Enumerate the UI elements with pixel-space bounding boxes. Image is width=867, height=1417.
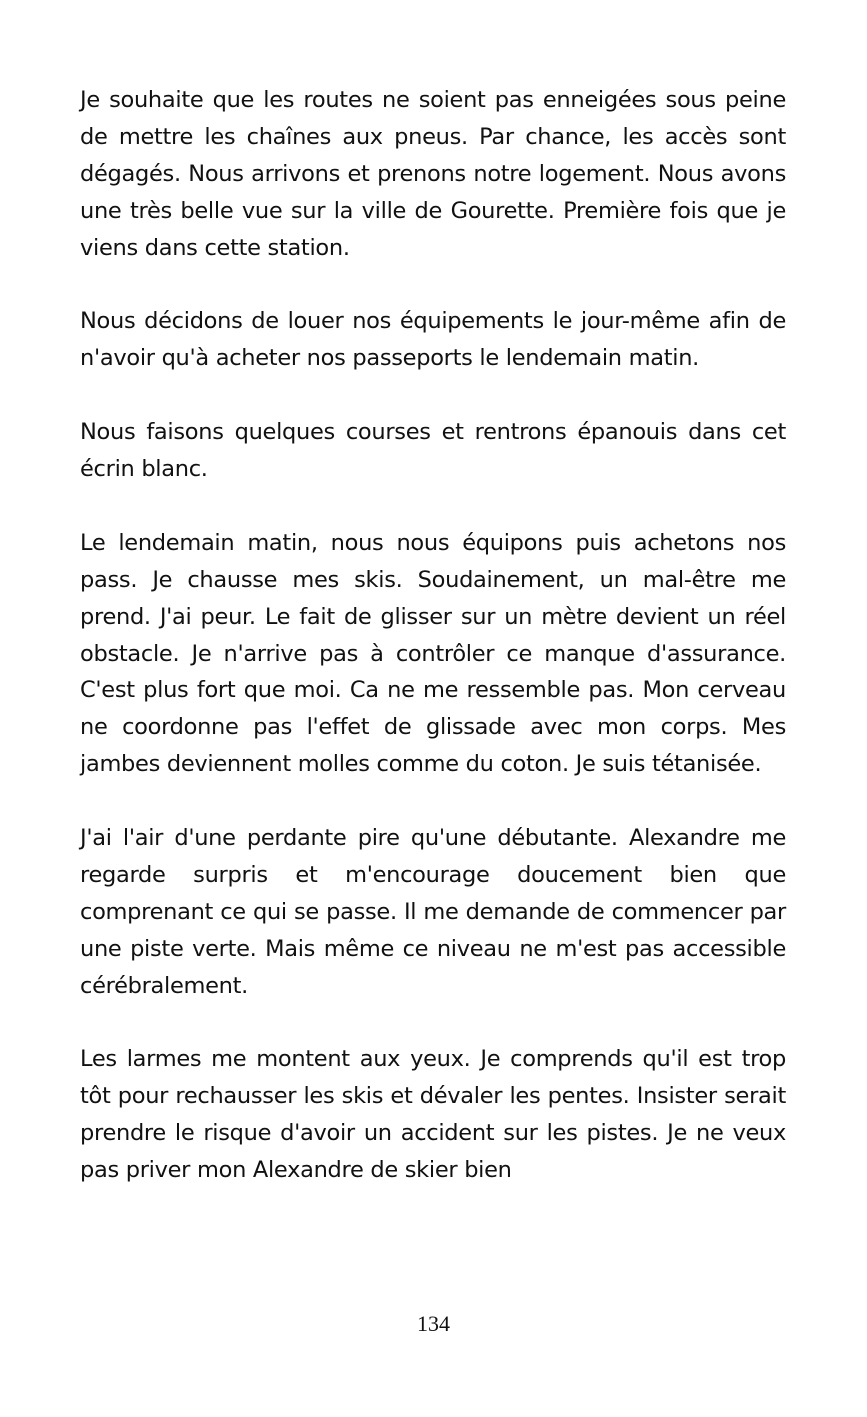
paragraph-6: Les larmes me montent aux yeux. Je comprends qu'il est trop tôt pour rechausser les skis et dévaler les pentes. Insister serait prendre le risque d'avoir un accident sur les pistes. Je ne veux pas priver mon Alexandre de skier bien — [80, 1046, 786, 1184]
paragraph-5: J'ai l'air d'une perdante pire qu'une débutante. Alexandre me regarde surpris et m'encourage doucement bien que comprenant ce qui se passe. Il me demande de commencer par une piste verte. Mais même ce niveau ne m'est pas accessible cérébralement. — [80, 825, 786, 999]
paragraph-1: Je souhaite que les routes ne soient pas enneigées sous peine de mettre les chaînes aux pneus. Par chance, les accès sont dégagés. Nous arrivons et prenons notre logement. Nous avons une très belle vue sur la ville de Gourette. Première fois que je viens dans cette station. — [80, 87, 786, 261]
body-text — [80, 82, 786, 1189]
page-number: 134 — [417, 1311, 450, 1336]
paragraph-4: Le lendemain matin, nous nous équipons puis achetons nos pass. Je chausse mes skis. Soudainement, un mal-être me prend. J'ai peur. Le fait de glisser sur un mètre devient un réel obstacle. Je n'arrive pas à contrôler ce manque d'assurance. C'est plus fort que moi. Ca ne me ressemble pas. Mon cerveau ne coordonne pas l'effet de glissade avec mon corps. Mes jambes deviennent molles comme du coton. Je suis tétanisée. — [80, 529, 786, 778]
paragraph-2: Nous décidons de louer nos équipements le jour-même afin de n'avoir qu'à acheter nos passeports le lendemain matin. — [80, 308, 786, 372]
paragraph-3: Nous faisons quelques courses et rentrons épanouis dans cet écrin blanc. — [80, 419, 786, 483]
